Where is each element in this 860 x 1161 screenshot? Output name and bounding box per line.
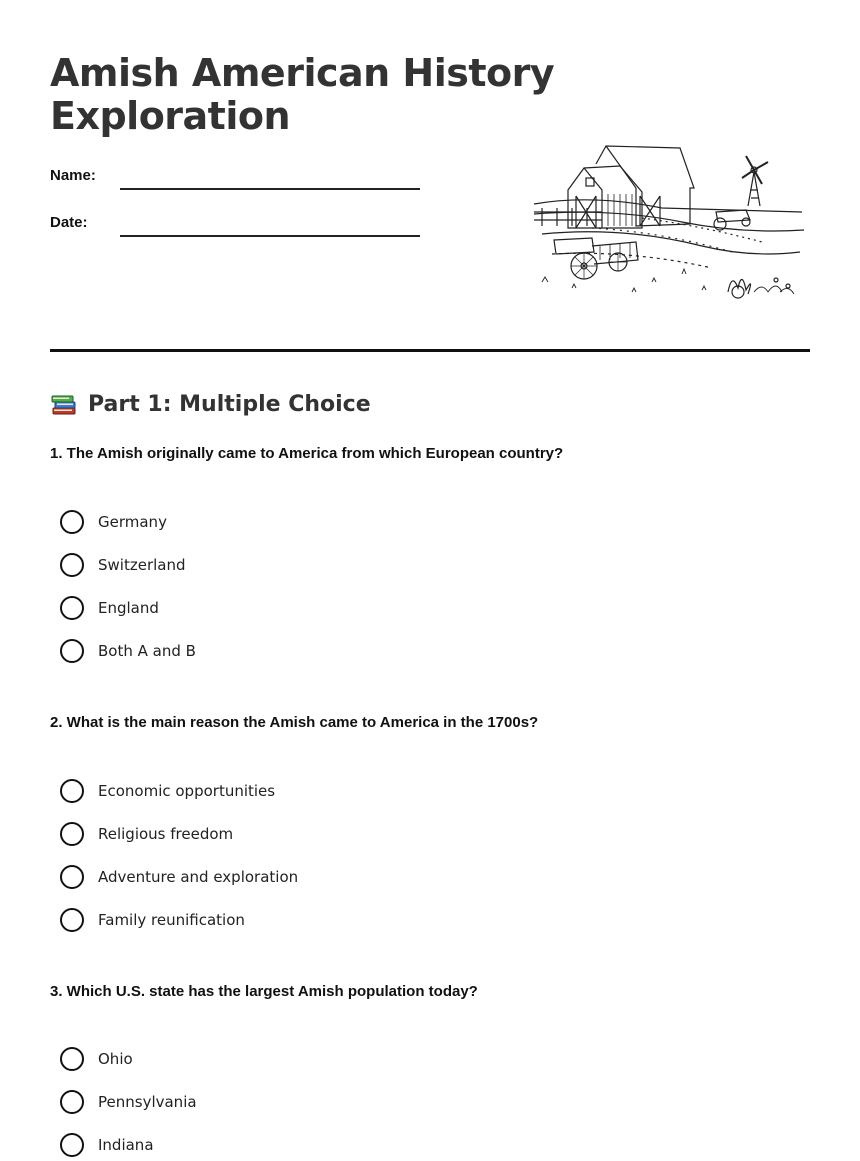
q1-option-c[interactable]	[60, 595, 159, 621]
option-label: Family reunification	[98, 911, 245, 929]
section-heading	[50, 388, 371, 420]
q2-option-a[interactable]	[60, 778, 275, 804]
radio-button[interactable]	[60, 639, 84, 663]
radio-button[interactable]	[60, 596, 84, 620]
question-2: 2. What is the main reason the Amish came to America in the 1700s?	[50, 714, 539, 731]
q2-option-d[interactable]	[60, 907, 245, 933]
radio-button[interactable]	[60, 1047, 84, 1071]
radio-button[interactable]	[60, 1133, 84, 1157]
option-label: Indiana	[98, 1136, 154, 1154]
farm-illustration	[532, 142, 808, 302]
radio-button[interactable]	[60, 908, 84, 932]
section-title: Part 1: Multiple Choice	[88, 391, 371, 417]
books-icon	[50, 390, 78, 418]
radio-button[interactable]	[60, 865, 84, 889]
option-label: Religious freedom	[98, 825, 234, 843]
name-input-line[interactable]	[120, 188, 420, 190]
option-label: Pennsylvania	[98, 1093, 197, 1111]
radio-button[interactable]	[60, 553, 84, 577]
name-field	[50, 163, 420, 189]
date-input-line[interactable]	[120, 235, 420, 237]
radio-button[interactable]	[60, 779, 84, 803]
name-label: Name:	[50, 167, 96, 184]
page-title: Amish American History Exploration	[50, 51, 555, 138]
section-divider	[50, 349, 810, 352]
option-label: Germany	[98, 513, 167, 531]
radio-button[interactable]	[60, 822, 84, 846]
q3-option-a[interactable]	[60, 1046, 133, 1072]
q3-option-c[interactable]	[60, 1132, 154, 1158]
date-label: Date:	[50, 214, 88, 231]
q1-option-b[interactable]	[60, 552, 186, 578]
option-label: England	[98, 599, 159, 617]
option-label: Both A and B	[98, 642, 196, 660]
question-3: 3. Which U.S. state has the largest Amish population today?	[50, 983, 478, 1000]
option-label: Ohio	[98, 1050, 133, 1068]
q2-option-c[interactable]	[60, 864, 298, 890]
radio-button[interactable]	[60, 1090, 84, 1114]
q1-option-a[interactable]	[60, 509, 167, 535]
q2-option-b[interactable]	[60, 821, 233, 847]
option-label: Switzerland	[98, 556, 186, 574]
option-label: Adventure and exploration	[98, 868, 299, 886]
date-field	[50, 210, 420, 236]
radio-button[interactable]	[60, 510, 84, 534]
option-label: Economic opportunities	[98, 782, 276, 800]
q3-option-b[interactable]	[60, 1089, 197, 1115]
q1-option-d[interactable]	[60, 638, 196, 664]
question-1: 1. The Amish originally came to America from which European country?	[50, 445, 564, 462]
